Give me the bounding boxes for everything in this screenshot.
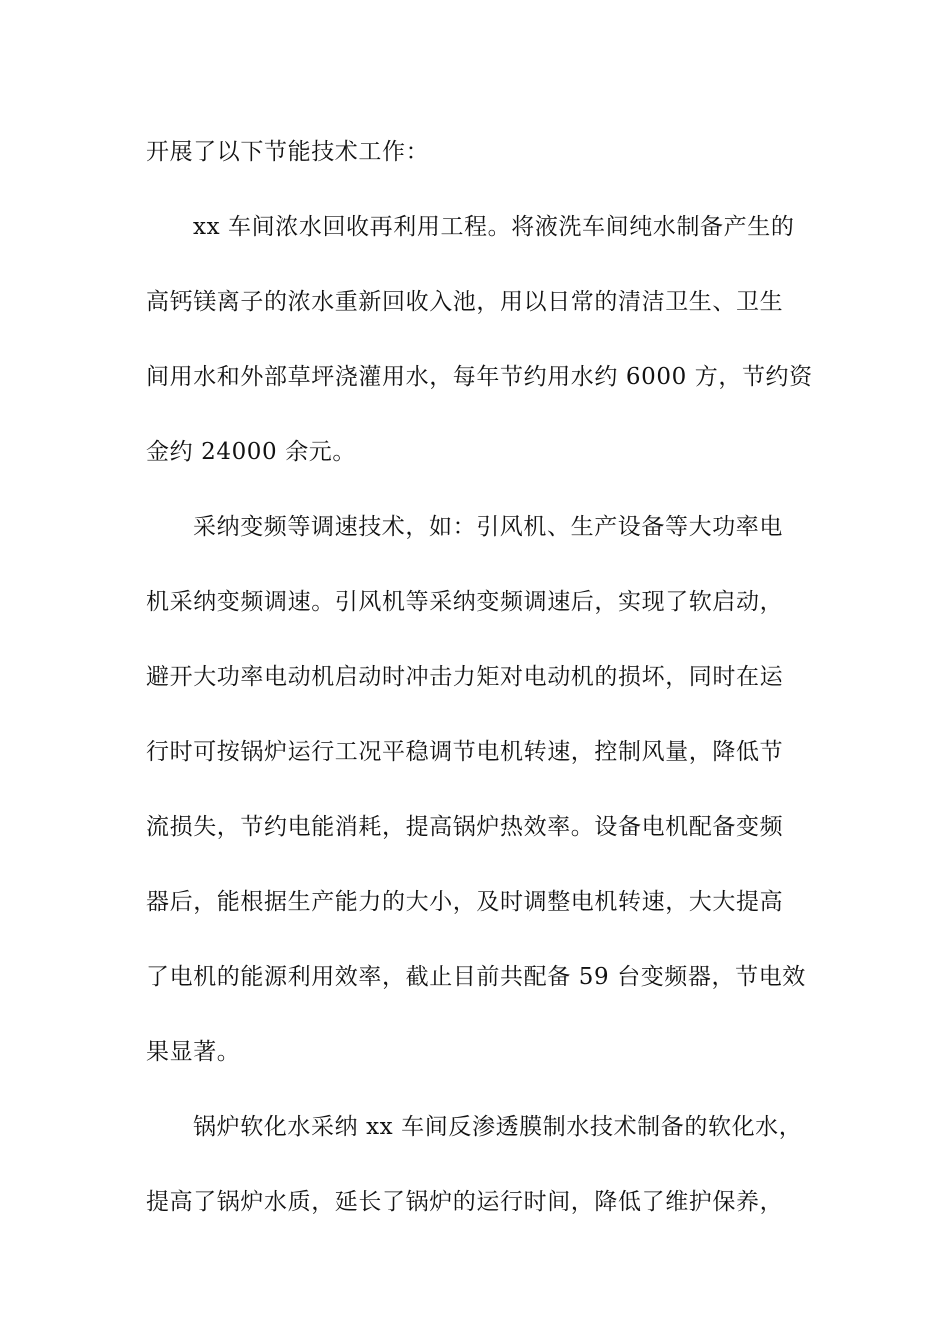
paragraph-3-line-2: 提高了锅炉水质，延长了锅炉的运行时间，降低了维护保养，	[146, 1189, 784, 1215]
paragraph-1-line-3: 间用水和外部草坪浇灌用水，每年节约用水约 6000 方，节约资	[146, 364, 813, 390]
paragraph-1-line-1: xx 车间浓水回收再利用工程。将液洗车间纯水制备产生的	[193, 214, 795, 240]
paragraph-2-line-8: 果显著。	[146, 1039, 241, 1065]
paragraph-2-line-5: 流损失，节约电能消耗，提高锅炉热效率。设备电机配备变频	[146, 814, 784, 840]
paragraph-2-line-7: 了电机的能源利用效率，截止目前共配备 59 台变频器，节电效	[146, 964, 806, 990]
paragraph-2-line-4: 行时可按锅炉运行工况平稳调节电机转速，控制风量，降低节	[146, 739, 784, 765]
paragraph-1-line-2: 高钙镁离子的浓水重新回收入池，用以日常的清洁卫生、卫生	[146, 289, 784, 315]
paragraph-2-line-3: 避开大功率电动机启动时冲击力矩对电动机的损坏，同时在运	[146, 664, 784, 690]
paragraph-2-line-6: 器后，能根据生产能力的大小，及时调整电机转速，大大提高	[146, 889, 784, 915]
paragraph-2-line-2: 机采纳变频调速。引风机等采纳变频调速后，实现了软启动，	[146, 589, 784, 615]
paragraph-2-line-1: 采纳变频等调速技术，如：引风机、生产设备等大功率电	[193, 514, 783, 540]
paragraph-1-line-4: 金约 24000 余元。	[146, 439, 356, 465]
paragraph-3-line-1: 锅炉软化水采纳 xx 车间反渗透膜制水技术制备的软化水，	[193, 1114, 803, 1140]
text-line-intro: 开展了以下节能技术工作：	[146, 139, 430, 165]
